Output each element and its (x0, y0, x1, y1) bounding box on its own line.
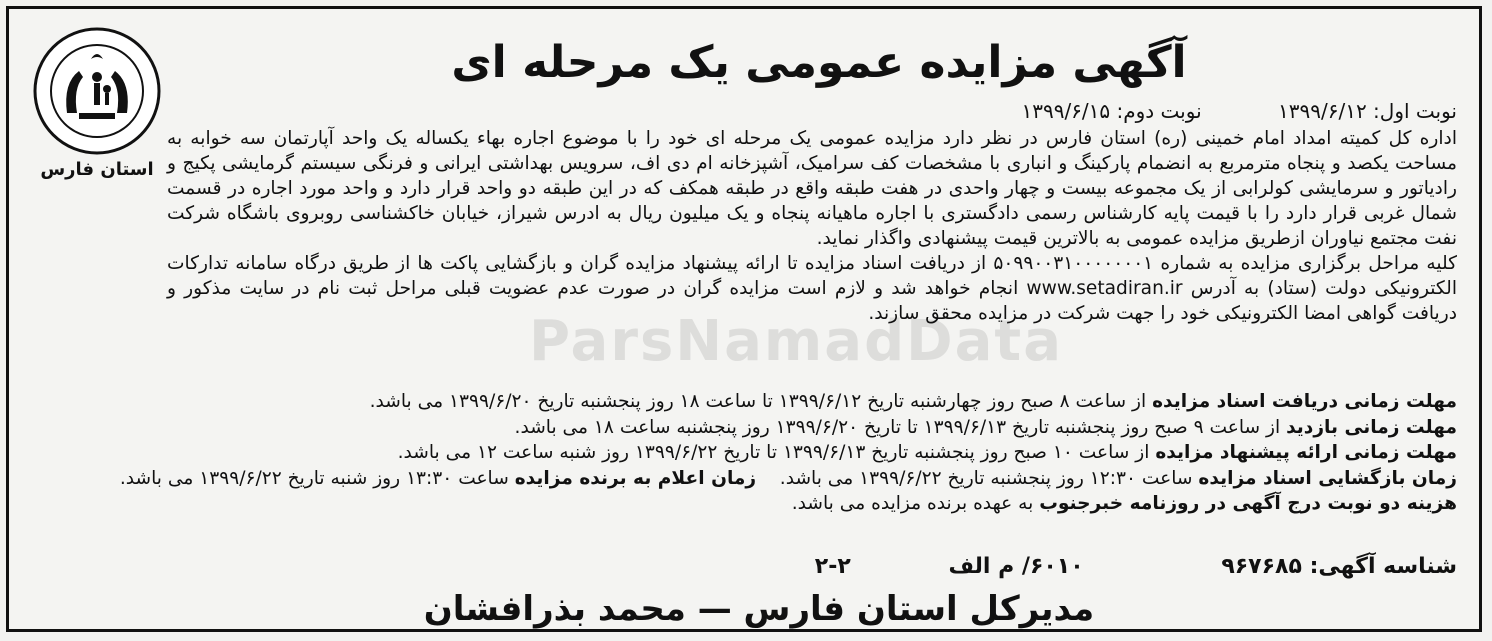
ad-id: شناسه آگهی: ۹۶۷۶۸۵ (1221, 554, 1457, 579)
deadlines (7, 389, 1457, 517)
deadline-text: از ساعت ۸ صبح روز چهارشنبه تاریخ ۱۳۹۹/۶/۱۲ تا ساعت ۱۸ روز پنجشنبه تاریخ ۱۳۹۹/۶/۲۰ می باشد. (369, 391, 1153, 412)
ad-body (167, 126, 1457, 326)
deadline-label: مهلت زمانی ارائه پیشنهاد مزایده (1155, 442, 1457, 463)
deadline-label: مهلت زمانی بازدید (1286, 416, 1457, 438)
logo-caption: استان فارس (40, 159, 154, 180)
organization-logo (23, 25, 171, 189)
deadline-text: از ساعت ۹ صبح روز پنجشنبه تاریخ ۱۳۹۹/۶/۱۳ تا تاریخ ۱۳۹۹/۶/۲۰ روز پنجشنبه ساعت ۱۸ می باشد. (514, 416, 1287, 438)
deadline-text: ساعت ۱۲:۳۰ روز پنجشنبه تاریخ ۱۳۹۹/۶/۲۲ می باشد. (779, 467, 1199, 489)
second-round: نوبت دوم: ۱۳۹۹/۶/۱۵ (1021, 99, 1202, 123)
deadline-label: مهلت زمانی دریافت اسناد مزایده (1152, 391, 1457, 412)
first-round: نوبت اول: ۱۳۹۹/۶/۱۲ (1278, 99, 1457, 123)
deadline-label: زمان اعلام به برنده مزایده (514, 467, 757, 489)
deadline-documents (7, 389, 1457, 415)
ad-cost-note (7, 491, 1457, 517)
deadline-proposal (7, 440, 1457, 466)
deadline-opening (7, 466, 1457, 492)
procedure-paragraph: کلیه مراحل برگزاری مزایده به شماره ۵۰۹۹۰۰۳۱۰۰۰۰۰۰۰۱ از دریافت اسناد مزایده تا ارائه پیشنهاد مزایده گران و بازگشایی پاکت ها از طریق درگاه سامانه تدارکات الکترونیکی دولت (ستاد) به آدرس www.setadiran.ir انجام خواهد شد و لازم است مزایده گران در صورت عدم عضویت قبلی مراحل ثبت نام در سایت مذکور و دریافت گواهی امضا الکترونیکی خود را جهت شرکت در مزایده محقق سازند. (167, 253, 1457, 324)
ad-footer (17, 554, 1457, 579)
signature: مدیرکل استان فارس — محمد بذرافشان (423, 589, 1095, 629)
ad-code: ۶۰۱۰/ م الف (948, 554, 1084, 579)
watermark: ParsNamadData (529, 309, 1063, 374)
deadline-text: ساعت ۱۳:۳۰ روز شنبه تاریخ ۱۳۹۹/۶/۲۲ می باشد. (119, 467, 515, 489)
ad-title: آگهی مزایده عمومی یک مرحله ای (451, 37, 1187, 88)
publication-rounds (951, 99, 1457, 123)
deadline-label: زمان بازگشایی اسناد مزایده (1198, 467, 1457, 489)
emblem-icon (23, 25, 171, 159)
ad-frame (6, 6, 1482, 632)
description-paragraph: اداره کل کمیته امداد امام خمینی (ره) استان فارس در نظر دارد مزایده عمومی یک مرحله ای خود را با موضوع اجاره بهاء یکساله یک واحد آپارتمان سه خوابه به مساحت یکصد و پنجاه مترمربع به انضمام پارکینگ و انباری با مشخصات کف سرامیک، آشپزخانه ام دی اف، سرویس بهداشتی ایرانی و فرنگی سیستم گرمایشی پکیج و رادیاتور و سرمایشی کولرابی از یک مجموعه بیست و چهار واحدی در هفت طبقه واقع در طبقه همکف که در این طبقه دو واحد قرار دارد و واحد مورد اجاره در قسمت شمال غربی قرار دارد را با قیمت پایه کارشناس رسمی دادگستری با اجاره ماهیانه پنجاه و یک میلیون ریال به ادرس شیراز، خیابان خاکشناسی روبروی باشگاه شرکت نفت مجتمع نیاوران ازطریق مزایده عمومی به بالاترین قیمت پیشنهادی واگذار نماید. (167, 128, 1457, 249)
deadline-text: به عهده برنده مزایده می باشد. (791, 493, 1040, 514)
deadline-label: هزینه دو نوبت درج آگهی در روزنامه خبرجنوب (1039, 493, 1457, 514)
deadline-text: از ساعت ۱۰ صبح روز پنجشنبه تاریخ ۱۳۹۹/۶/۱۳ تا تاریخ ۱۳۹۹/۶/۲۲ روز شنبه ساعت ۱۲ می باشد. (397, 442, 1156, 463)
page-ref: ۲-۲ (814, 554, 851, 579)
deadline-visit (7, 415, 1457, 441)
